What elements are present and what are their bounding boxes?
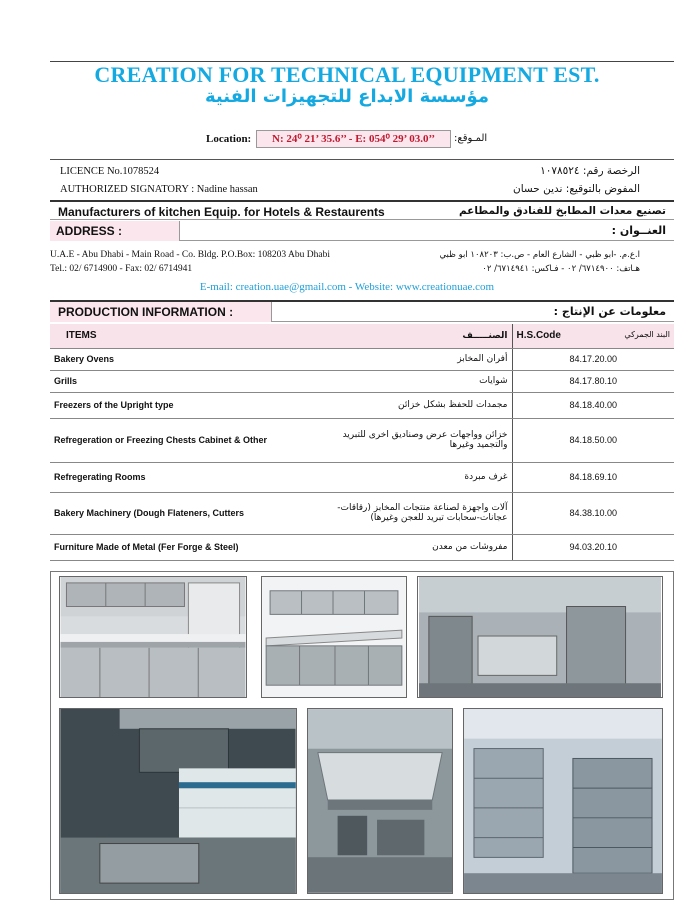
manufacturer-ar: تصنيع معدات المطابخ للفنادق والمطاعم <box>458 205 666 217</box>
production-label-ar: معلومات عن الإنتاج : <box>553 305 666 318</box>
address-line-1: U.A.E - Abu Dhabi - Main Road - Co. Bldg. P.O.Box: 108203 Abu Dhabi <box>50 250 330 260</box>
manufacturer-bar <box>50 200 674 220</box>
photo-hood-canopy <box>307 708 453 894</box>
item-name: Bakery Ovens <box>50 348 310 370</box>
location-label-ar: المـوقع: <box>454 133 488 144</box>
items-table-header <box>50 324 674 348</box>
item-name-ar: مفروشات من معدن <box>310 534 512 560</box>
item-name-ar: خزائن وواجهات عرض وصناديق اخرى للتبريد والتجميد وغيرها <box>310 418 512 462</box>
item-name: Freezers of the Upright type <box>50 392 310 418</box>
licence-number-ar: الرخصة رقم: ١٠٧٨٥٢٤ <box>540 165 640 177</box>
company-title-en: CREATION FOR TECHNICAL EQUIPMENT EST. <box>94 62 600 87</box>
photo-bakery-room <box>417 576 663 698</box>
location-value: N: 24⁰ 21’ 35.6’’ - E: 054⁰ 29’ 03.0’’ <box>256 130 451 148</box>
item-name: Grills <box>50 370 310 392</box>
item-code: 84.18.50.00 <box>512 418 674 462</box>
contact-line: E-mail: creation.uae@gmail.com - Website: www.creationuae.com <box>199 281 495 293</box>
item-code: 94.03.20.10 <box>512 534 674 560</box>
item-name: Bakery Machinery (Dough Flateners, Cutters <box>50 492 310 534</box>
address-label: ADDRESS : <box>50 221 180 241</box>
divider <box>50 159 674 160</box>
item-code: 84.17.20.00 <box>512 348 674 370</box>
table-row <box>50 534 674 560</box>
company-title-ar: مؤسسة الابداع للتجهيزات الفنية <box>205 86 489 107</box>
photo-kitchen-counter <box>59 576 247 698</box>
item-name-ar: مجمدات للحفظ بشكل خزائن <box>310 392 512 418</box>
manufacturer-en: Manufacturers of kitchen Equip. for Hotels & Restaurents <box>58 205 385 219</box>
address-bar <box>50 221 674 241</box>
production-label: PRODUCTION INFORMATION : <box>50 302 272 322</box>
item-name: Refregerating Rooms <box>50 462 310 492</box>
production-bar <box>50 300 674 322</box>
licence-number: LICENCE No.1078524 <box>60 166 160 177</box>
item-code: 84.38.10.00 <box>512 492 674 534</box>
photo-gallery <box>50 571 674 900</box>
items-table <box>50 324 674 561</box>
table-row <box>50 418 674 462</box>
address-line-2: Tel.: 02/ 6714900 - Fax: 02/ 6714941 <box>50 264 193 274</box>
authorized-signatory-ar: المفوض بالتوقيع: ندين حسان <box>513 183 640 195</box>
photo-tiled-kitchen <box>59 708 297 894</box>
table-row <box>50 392 674 418</box>
location-label: Location: <box>206 133 252 145</box>
photo-steel-cabinets <box>261 576 407 698</box>
item-name-ar: آلات واجهزة لصناعة منتجات المخابز (رقاقات- عجانات-سحابات تبريد للعجن وغيرها) <box>310 492 512 534</box>
table-row <box>50 462 674 492</box>
col-items-ar: الصنـــــف <box>310 324 512 348</box>
authorized-signatory: AUTHORIZED SIGNATORY : Nadine hassan <box>60 184 258 195</box>
address-label-ar: العنــوان : <box>611 224 666 237</box>
address-line-1-ar: ا.ع.م. -ابو ظبي - الشارع العام - ص.ب: ١٠٨٢٠٣ ابو ظبي <box>439 250 640 260</box>
photo-cold-room <box>463 708 663 894</box>
table-row <box>50 492 674 534</box>
table-row <box>50 348 674 370</box>
col-code <box>512 324 674 348</box>
col-items: ITEMS <box>50 324 310 348</box>
item-code: 84.18.40.00 <box>512 392 674 418</box>
address-line-2-ar: هـاتف: ٦٧١٤٩٠٠/ ٠٢ - فـاكس: ٦٧١٤٩٤١/ ٠٢ <box>482 264 640 274</box>
col-code-en: H.S.Code <box>516 330 561 342</box>
item-name-ar: أفران المخابز <box>310 348 512 370</box>
item-code: 84.17.80.10 <box>512 370 674 392</box>
item-name: Refregeration or Freezing Chests Cabinet & Other <box>50 418 310 462</box>
table-row <box>50 370 674 392</box>
item-name: Furniture Made of Metal (Fer Forge & Steel) <box>50 534 310 560</box>
col-code-ar: البند الجمركي <box>624 330 670 340</box>
item-code: 84.18.69.10 <box>512 462 674 492</box>
item-name-ar: شوايات <box>310 370 512 392</box>
item-name-ar: غرف مبردة <box>310 462 512 492</box>
